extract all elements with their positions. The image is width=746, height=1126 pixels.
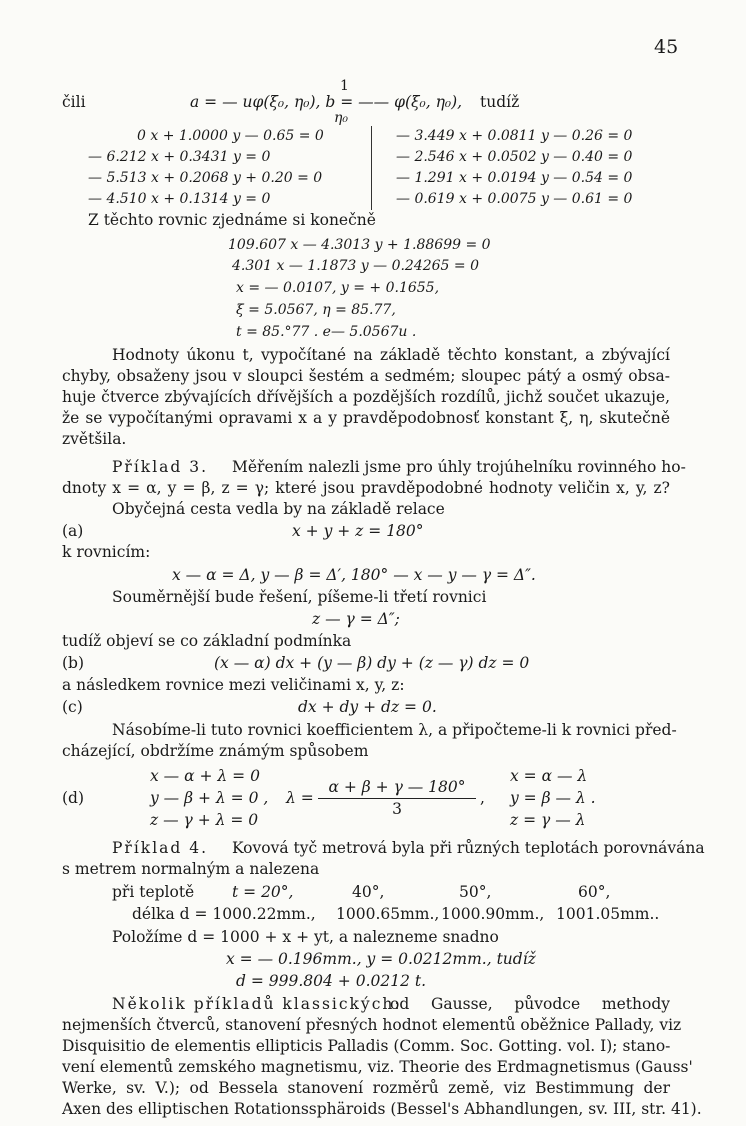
length-value: délka d = 1000.22mm., bbox=[132, 905, 316, 923]
equation-b: (x — α) dx + (y — β) dy + (z — γ) dz = 0 bbox=[214, 654, 530, 672]
right-equation: — 1.291 x + 0.0194 y — 0.54 = 0 bbox=[396, 170, 633, 186]
classic-line: nejmenších čtverců, stanovení přesných hodnot elementů oběžnice Pallady, viz bbox=[62, 1016, 682, 1034]
temperature-value: 40°, bbox=[352, 883, 385, 901]
equation-label-a: (a) bbox=[62, 522, 84, 540]
left-equation: — 5.513 x + 0.2068 y + 0.20 = 0 bbox=[88, 170, 323, 186]
result-xy: x = — 0.196mm., y = 0.0212mm., tudíž bbox=[226, 950, 536, 968]
normal-equation: 109.607 x — 4.3013 y + 1.88699 = 0 bbox=[228, 237, 491, 253]
classic-line: vení elementů zemského magnetismu, viz. Theorie des Erdmagnetismus (Gauss' bbox=[62, 1058, 693, 1076]
equation-d-comma: , bbox=[480, 789, 485, 807]
length-value: 1000.90mm., bbox=[441, 905, 545, 923]
lambda-denominator: 3 bbox=[392, 800, 402, 818]
equation-label-d: (d) bbox=[62, 789, 85, 807]
paragraph-line: chyby, obsaženy jsou v sloupci šestém a sedmém; sloupec pátý a osmý obsa- bbox=[62, 367, 670, 385]
left-equation: 0 x + 1.0000 y — 0.65 = 0 bbox=[137, 128, 324, 144]
intro-b-numerator: 1 bbox=[340, 78, 349, 94]
condition-line: tudíž objeví se co základní podmínka bbox=[62, 632, 352, 650]
equation-d-left: z — γ + λ = 0 bbox=[150, 811, 259, 829]
lambda-numerator: α + β + γ — 180° bbox=[328, 778, 466, 796]
example-3-label: Příklad 3. bbox=[112, 458, 209, 476]
paragraph-line: Hodnoty úkonu t, vypočítané na základě těchto konstant, a zbývající bbox=[112, 346, 670, 364]
left-equation: — 6.212 x + 0.3431 y = 0 bbox=[88, 149, 271, 165]
solution-t: t = 85.°77 . e— 5.0567u . bbox=[236, 324, 417, 340]
from-these-line: Z těchto rovnic zjednáme si konečně bbox=[88, 211, 376, 229]
multiply-line: cházející, obdržíme známým spůsobem bbox=[62, 742, 369, 760]
classic-line: od Gausse, původce methody bbox=[390, 995, 670, 1013]
put-line: Položíme d = 1000 + x + yt, a nalezneme snadno bbox=[112, 928, 499, 946]
example-3-line: Obyčejná cesta vedla by na základě relace bbox=[112, 500, 445, 518]
equation-label-b: (b) bbox=[62, 654, 85, 672]
example-4-line: Kovová tyč metrová byla při různých teplotách porovnávána bbox=[232, 839, 705, 857]
intro-b-denominator: η₀ bbox=[334, 110, 348, 126]
classic-label: Několik příkladů klassických: bbox=[112, 995, 402, 1013]
classic-line: Disquisitio de elementis ellipticis Palladis (Comm. Soc. Gotting. vol. I); stano- bbox=[62, 1037, 671, 1055]
paragraph-line: huje čtverce zbývajících dřívějších a pozdějších rozdílů, jichž součet ukazuje, bbox=[62, 388, 670, 406]
consequently-line: a následkem rovnice mezi veličinami x, y, z: bbox=[62, 676, 405, 694]
right-equation: — 3.449 x + 0.0811 y — 0.26 = 0 bbox=[396, 128, 633, 144]
normal-equation: 4.301 x — 1.1873 y — 0.24265 = 0 bbox=[232, 258, 480, 274]
equation-d-right: z = γ — λ bbox=[510, 811, 586, 829]
classic-line: Werke, sv. V.); od Bessela stanovení rozměrů země, viz Bestimmung der bbox=[62, 1079, 670, 1097]
paragraph-line: že se vypočítanými opravami x a y pravděpodobnosť konstant ξ, η, skutečně bbox=[62, 409, 670, 427]
example-4-line: s metrem normalným a nalezena bbox=[62, 860, 320, 878]
column-divider bbox=[371, 126, 372, 210]
equation-delta: x — α = Δ, y — β = Δ′, 180° — x — y — γ = Δ″. bbox=[172, 566, 536, 584]
intro-formula: a = — uφ(ξ₀, η₀), b = —— φ(ξ₀, η₀), bbox=[190, 93, 463, 111]
solution-xi-eta: ξ = 5.0567, η = 85.77, bbox=[236, 302, 396, 318]
example-4-label: Příklad 4. bbox=[112, 839, 209, 857]
symmetric-line: Souměrnější bude řešení, píšeme-li třetí rovnici bbox=[112, 588, 487, 606]
example-3-line: Měřením nalezli jsme pro úhly trojúhelníku rovinného ho- bbox=[232, 458, 686, 476]
page-number: 45 bbox=[654, 36, 679, 58]
right-equation: — 0.619 x + 0.0075 y — 0.61 = 0 bbox=[396, 191, 633, 207]
left-equation: — 4.510 x + 0.1314 y = 0 bbox=[88, 191, 271, 207]
equation-third: z — γ = Δ″; bbox=[312, 610, 400, 628]
length-value: 1001.05mm.. bbox=[556, 905, 660, 923]
k-rovnicim-line: k rovnicím: bbox=[62, 543, 151, 561]
length-value: 1000.65mm., bbox=[336, 905, 440, 923]
temperature-label: při teplotě bbox=[112, 883, 195, 901]
intro-tudiz: tudíž bbox=[480, 93, 520, 111]
equation-d-left: y — β + λ = 0 , bbox=[150, 789, 269, 807]
temperature-value: 60°, bbox=[578, 883, 611, 901]
equation-d-right: x = α — λ bbox=[510, 767, 588, 785]
classic-line: Axen des elliptischen Rotationssphäroids (Bessel's Abhandlungen, sv. III, str. 41). bbox=[62, 1100, 702, 1118]
temperature-value: t = 20°, bbox=[232, 883, 294, 901]
multiply-line: Násobíme-li tuto rovnici koefficientem λ, a připočteme-li k rovnici před- bbox=[112, 721, 677, 739]
equation-a: x + y + z = 180° bbox=[292, 522, 424, 540]
equation-c: dx + dy + dz = 0. bbox=[298, 698, 437, 716]
result-d: d = 999.804 + 0.0212 t. bbox=[236, 972, 427, 990]
equation-label-c: (c) bbox=[62, 698, 83, 716]
lambda-symbol: λ = bbox=[286, 789, 314, 807]
example-3-line: dnoty x = α, y = β, z = γ; které jsou pravděpodobné hodnoty veličin x, y, z? bbox=[62, 479, 670, 497]
temperature-value: 50°, bbox=[459, 883, 492, 901]
intro-cili: čili bbox=[62, 93, 86, 111]
paragraph-line: zvětšila. bbox=[62, 430, 127, 448]
equation-d-left: x — α + λ = 0 bbox=[150, 767, 260, 785]
right-equation: — 2.546 x + 0.0502 y — 0.40 = 0 bbox=[396, 149, 633, 165]
equation-d-right: y = β — λ . bbox=[510, 789, 596, 807]
solution-xy: x = — 0.0107, y = + 0.1655, bbox=[236, 280, 440, 296]
